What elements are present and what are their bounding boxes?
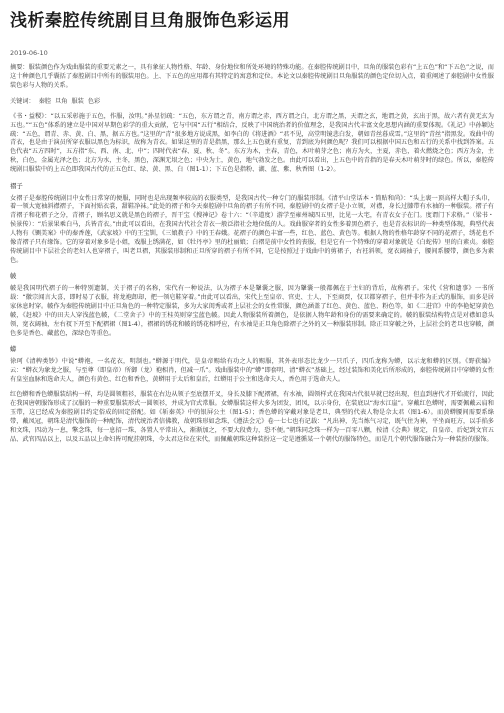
keyword: 旦角 (55, 98, 68, 106)
body-paragraph: 女褶子是秦腔传统剧目中女性日常穿的便服，同时也是出现频率较高的衣服类型，是我国古代一种专门的服装形制。《清平山堂话本・简贴和尚》：“头上裹一顶高样大帽子头巾，着一领大宽袖斜襟褶子，下面衬贴衣裳，甜鞋净袜。”此处的褶子和今天秦腔剧中旦角的褶子有所不同，秦腔剧中的女褶子是小立领，对襟，身长过膝带有水袖的一种服装。褶子有青褶子和花褶子之分，青褶子，顾名思义就是黑色的褶子，晋干宝《搜神记》卷十六：“（辛道度）游学至雍州城四五里，比见一大宅，有青衣女子在门。度谓门下求格。”（梁书・侯景传）：“后景果乘白马，兵皆青衣。”由此可以看出，在我国古代社会青衣一般泛指社会地位低的人。戏曲服穿者的女性多着黑色褶子，也是青衣标识的一种类型体现，典型代表人物有《铡美案》中的秦香莲，《武家坡》中的王宝钏，《三娘教子》中的王春娥。花褶子的颜色丰富一些，红色、蓝色、黄色等。根据人物的性格年龄穿不同的花褶子，绣花也不像青褶子只有缘饰。它的穿着对象多是小姐，戏服上绣满花，如《牡丹亭》里的杜丽娘；白褶是前中女性的丧服，但是它有一个特殊的穿着对象就是《白蛇传》里的白素贞。秦腔传统剧目中下层社会的老妇人也穿褶子，叫老旦褶，其服装形制和正旦所穿的褶子有所不同，它是按照过于戏曲中的剪裙子，右衽斜领，宽衣阔袖子，腰间系腰带，颜色多为素色。 (10, 194, 494, 264)
article-title: 浅析秦腔传统剧目旦角服饰色彩运用 (10, 11, 290, 31)
body-paragraph: 徐珂《清稗类钞》中说“蟒袍，一名花衣，明制也。”蟒源于明代，是皇帝赐给有功之人的赐服，其外表形态比龙少一只爪子，四爪龙称为蟒，以示龙和蟒的区别。《野获编》云：“蟒衣为象龙之服，与至尊（即皇帝）所御（龙）袍相肖，但减一爪”。戏曲服装中的“蟒”即套明、清“蟒衣”基础上，经过装饰和美化后所形成的，秦腔传统剧目中穿蟒的女性有皇室血脉和选命夫人，颜色有黄色、红色和香色，黄蟒用于太后和皇后，红蟒用于公主和选命夫人，香色用于选命夫人。 (10, 358, 494, 384)
keyword: 服装 (71, 98, 84, 106)
body-paragraph: 帔是我国明代褶子的一种特别遗制，关于褶子的名称，宋代有一种说法，认为褶子本是鞶囊之服，因为鞶囊一般都佩在于主妇的背后，故称褶子。宋代《营和遗事》一书所载：“徽宗闻言大喜，即时易了衣服，将龙袍卸却，把一领皂鞋穿着。”由此可以看出，宋代上至皇帝、官吏、士人，下至商贾，仅卫都穿褶子，但并非作为正式的服饰，而多是居家休息时穿。帔作为秦腔传统剧目中正旦角色的一种特定服装，多为大家闺秀或者上层社会的女性常服，颜色涵盖了红色、黄色、蓝色、粉色等，如《二进宫》中的李艳妃穿黄色帔，《赶坡》中的田夫人穿浅蓝色帔，《二堂舍子》中的王桂英则穿宝蓝色帔。因此人物服装所着颜色，是依据人物年龄和身份的需要来确定的。帔的服装结构特点是对襟如意头领，宽衣阔袖，左右衩下开至下配褶裙（图1-4），褶裙的绣花和帔的绣花相呼应，有水袖是正旦角色除褶子之外的又一种服装形制。除正旦穿帔之外，上层社会的老旦也穿帔，颜色多是香色、藏蓝色，深绿色等重色。 (10, 285, 494, 337)
section-heading-zhezi: 褶子 (10, 181, 23, 190)
body-paragraph: 《书・益稷》：“以五采彰施于五色，作服，汝明。”孙星衍疏：“五色，东方谓之青，南方谓之赤，西方谓之白，北方谓之黑，天谓之玄，地谓之黄，玄出于黑，故六者有黄无玄为五也。”“五色”体系的建立是中国对早期色彩学的重大贡献，它与中国“五行”相结合，反映了中国统治者的价值理念，是我国古代丰富文化思想内涵的重要体现。《礼记》中孙颖达疏：“五色，谓青、赤、黄、白、黑，据五方也。”这里的“青”很多地方说成黑，如李白的《将进酒》“君不见，高堂明镜悲白发，朝如青丝暮成雪。”这里的“青丝”指黑发。戏曲中的青衣，也是由于演员所穿衣服以黑色为标识，故称为青衣。如果这里的青是指黑，那么上五色就有重复，青到底为何颜色呢？我们可以根据中国五色和五行的关系中找到答案。五色代表“五方四时”，五方指“东、西、南、北、中”；四时代表“春、夏、秋、冬”。东方为木，主春，青色，木叶萌芽之色；南方为火，主夏，赤色，着火燃烧之色；西方为金，主秋，白色，金属光泽之色；北方为水，主冬，黑色，深渊无垠之色；中央为土，黄色，地气勃发之色。由此可以看出，上五色中的青指的是春天木叶萌芽时的绿色。所以，秦腔传统剧目服装中的上五色即我国古代的正五色红、绿、黄、黑、白（图1-1）；下五色是指粉、湖、蓝、紫、秋香图（1-2）。 (10, 112, 494, 174)
section-heading-mang: 蟒 (10, 345, 17, 354)
publish-date: 2019-06-10 (10, 49, 48, 57)
keyword: 秦腔 (38, 98, 52, 106)
abstract: 摘要：服装颜色作为戏曲服装的重要元素之一，具有象征人物性格、年龄、身份地位和所处环境的特殊功能。在秦腔传统剧目中，旦角的服装色彩有“上五色”和“下五色”之说，而这十种颜色几乎囊括了秦腔剧目中所有的服装用色。上、下五色的应用都有其特定的寓意和定位。本论文以秦腔传统剧目旦角服装的颜色定位切入点，着重阐述了秦腔剧中女性服装色彩与人物的关系。 (10, 64, 494, 89)
body-paragraph: 红色蟒和香色蟒服装结构一样，均是圆领粗衫，服装在右边从领子至底摆开叉，身长及膝下配褶裙，有水袖，圆领样式在我国古代很早就已经出现，但直到唐代才开始流行，因此在我国唐朝服饰形成了汉服的一种重要服装形式一圆领衫，并成为宫式常服。女蟒服装这样大多为团发，团凤，以示身份，在装底以“海水江崖”。穿戴红色蟒时，需要佩戴云肩和玉带，这已经成为秦腔剧目约定俗成的固定搭配。如《斩秦英》中的银屏公主（图1-5）；香色蟒的穿戴对象是老旦，典型的代表人物是佘太君（图1-6）。而黄蟒腰间需要系绦带，戴凤冠，朝珠是清代服饰的一种配饰，清代统治者信佛教，故朝珠形如念珠，《遵法会元》卷一七七也有记载：“凡出神，先当炼气习定，既气住为神，平坐面旺方，以手掐多和文珠，四动为一息，擎念珠，每一息招一珠，各置人平常出入，渐渐加之，不要大段费力，恐不便。”朝珠同念珠一样为一百零八颗，按清《会典》规定，自皇帝、后妃到文官五品、武官四品以上，以及五品以上命妇皆可配挂朝珠，今太君这位在宋代，而佩戴朝珠这种装扮这一定是遵循某一个朝代的服饰特色，而是几个朝代服饰融合为一种装扮的服饰。 (10, 391, 494, 443)
keywords (10, 97, 494, 106)
section-heading-pei: 帔 (10, 272, 17, 281)
keywords-label: 关键词： (10, 98, 35, 106)
keyword: 色彩 (87, 98, 101, 106)
